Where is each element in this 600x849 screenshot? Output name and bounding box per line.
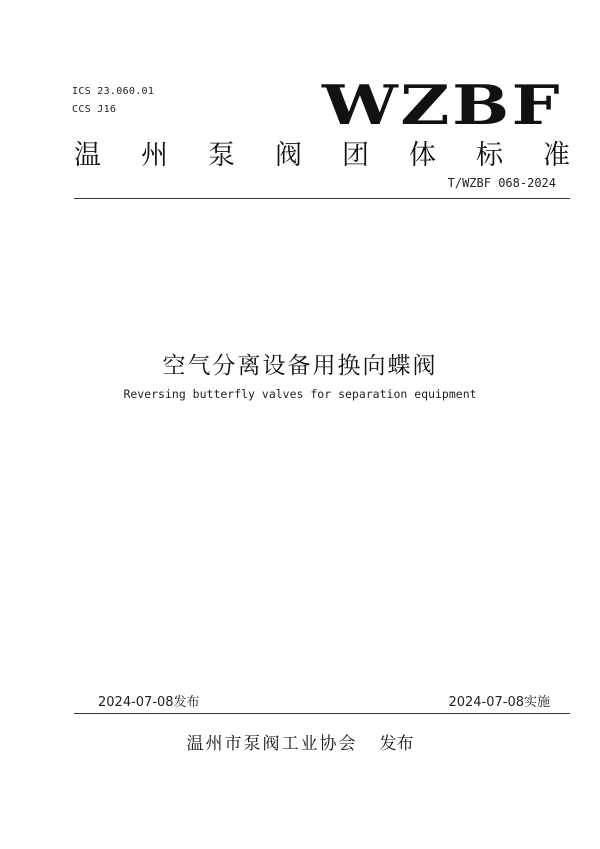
document-title-english: Reversing butterfly valves for separation equipment	[123, 387, 477, 401]
publisher-name: 温州市泵阀工业协会	[186, 734, 358, 754]
standard-number: T/WZBF 068-2024	[447, 176, 556, 190]
standard-type-char: 州	[141, 140, 168, 171]
ics-code: ICS 23.060.01	[72, 86, 155, 97]
document-title-chinese: 空气分离设备用换向蝶阀	[162, 353, 438, 379]
header-divider	[74, 198, 570, 199]
standard-type-char: 阀	[275, 140, 302, 171]
wzbf-logo: WZBF	[321, 73, 562, 137]
publish-date: 2024-07-08发布	[98, 695, 200, 710]
standard-type-char: 泵	[208, 140, 235, 171]
standard-type-title	[74, 140, 570, 172]
standard-type-char: 温	[74, 140, 101, 171]
implement-date: 2024-07-08实施	[448, 695, 550, 710]
standard-type-char: 团	[342, 140, 369, 171]
standard-type-char: 准	[543, 140, 570, 171]
publisher-line	[0, 729, 600, 754]
ccs-code: CCS J16	[72, 104, 117, 115]
footer-divider	[74, 713, 570, 714]
standard-type-char: 体	[409, 140, 436, 171]
standard-type-char: 标	[476, 140, 503, 171]
publish-label: 发布	[379, 734, 414, 754]
